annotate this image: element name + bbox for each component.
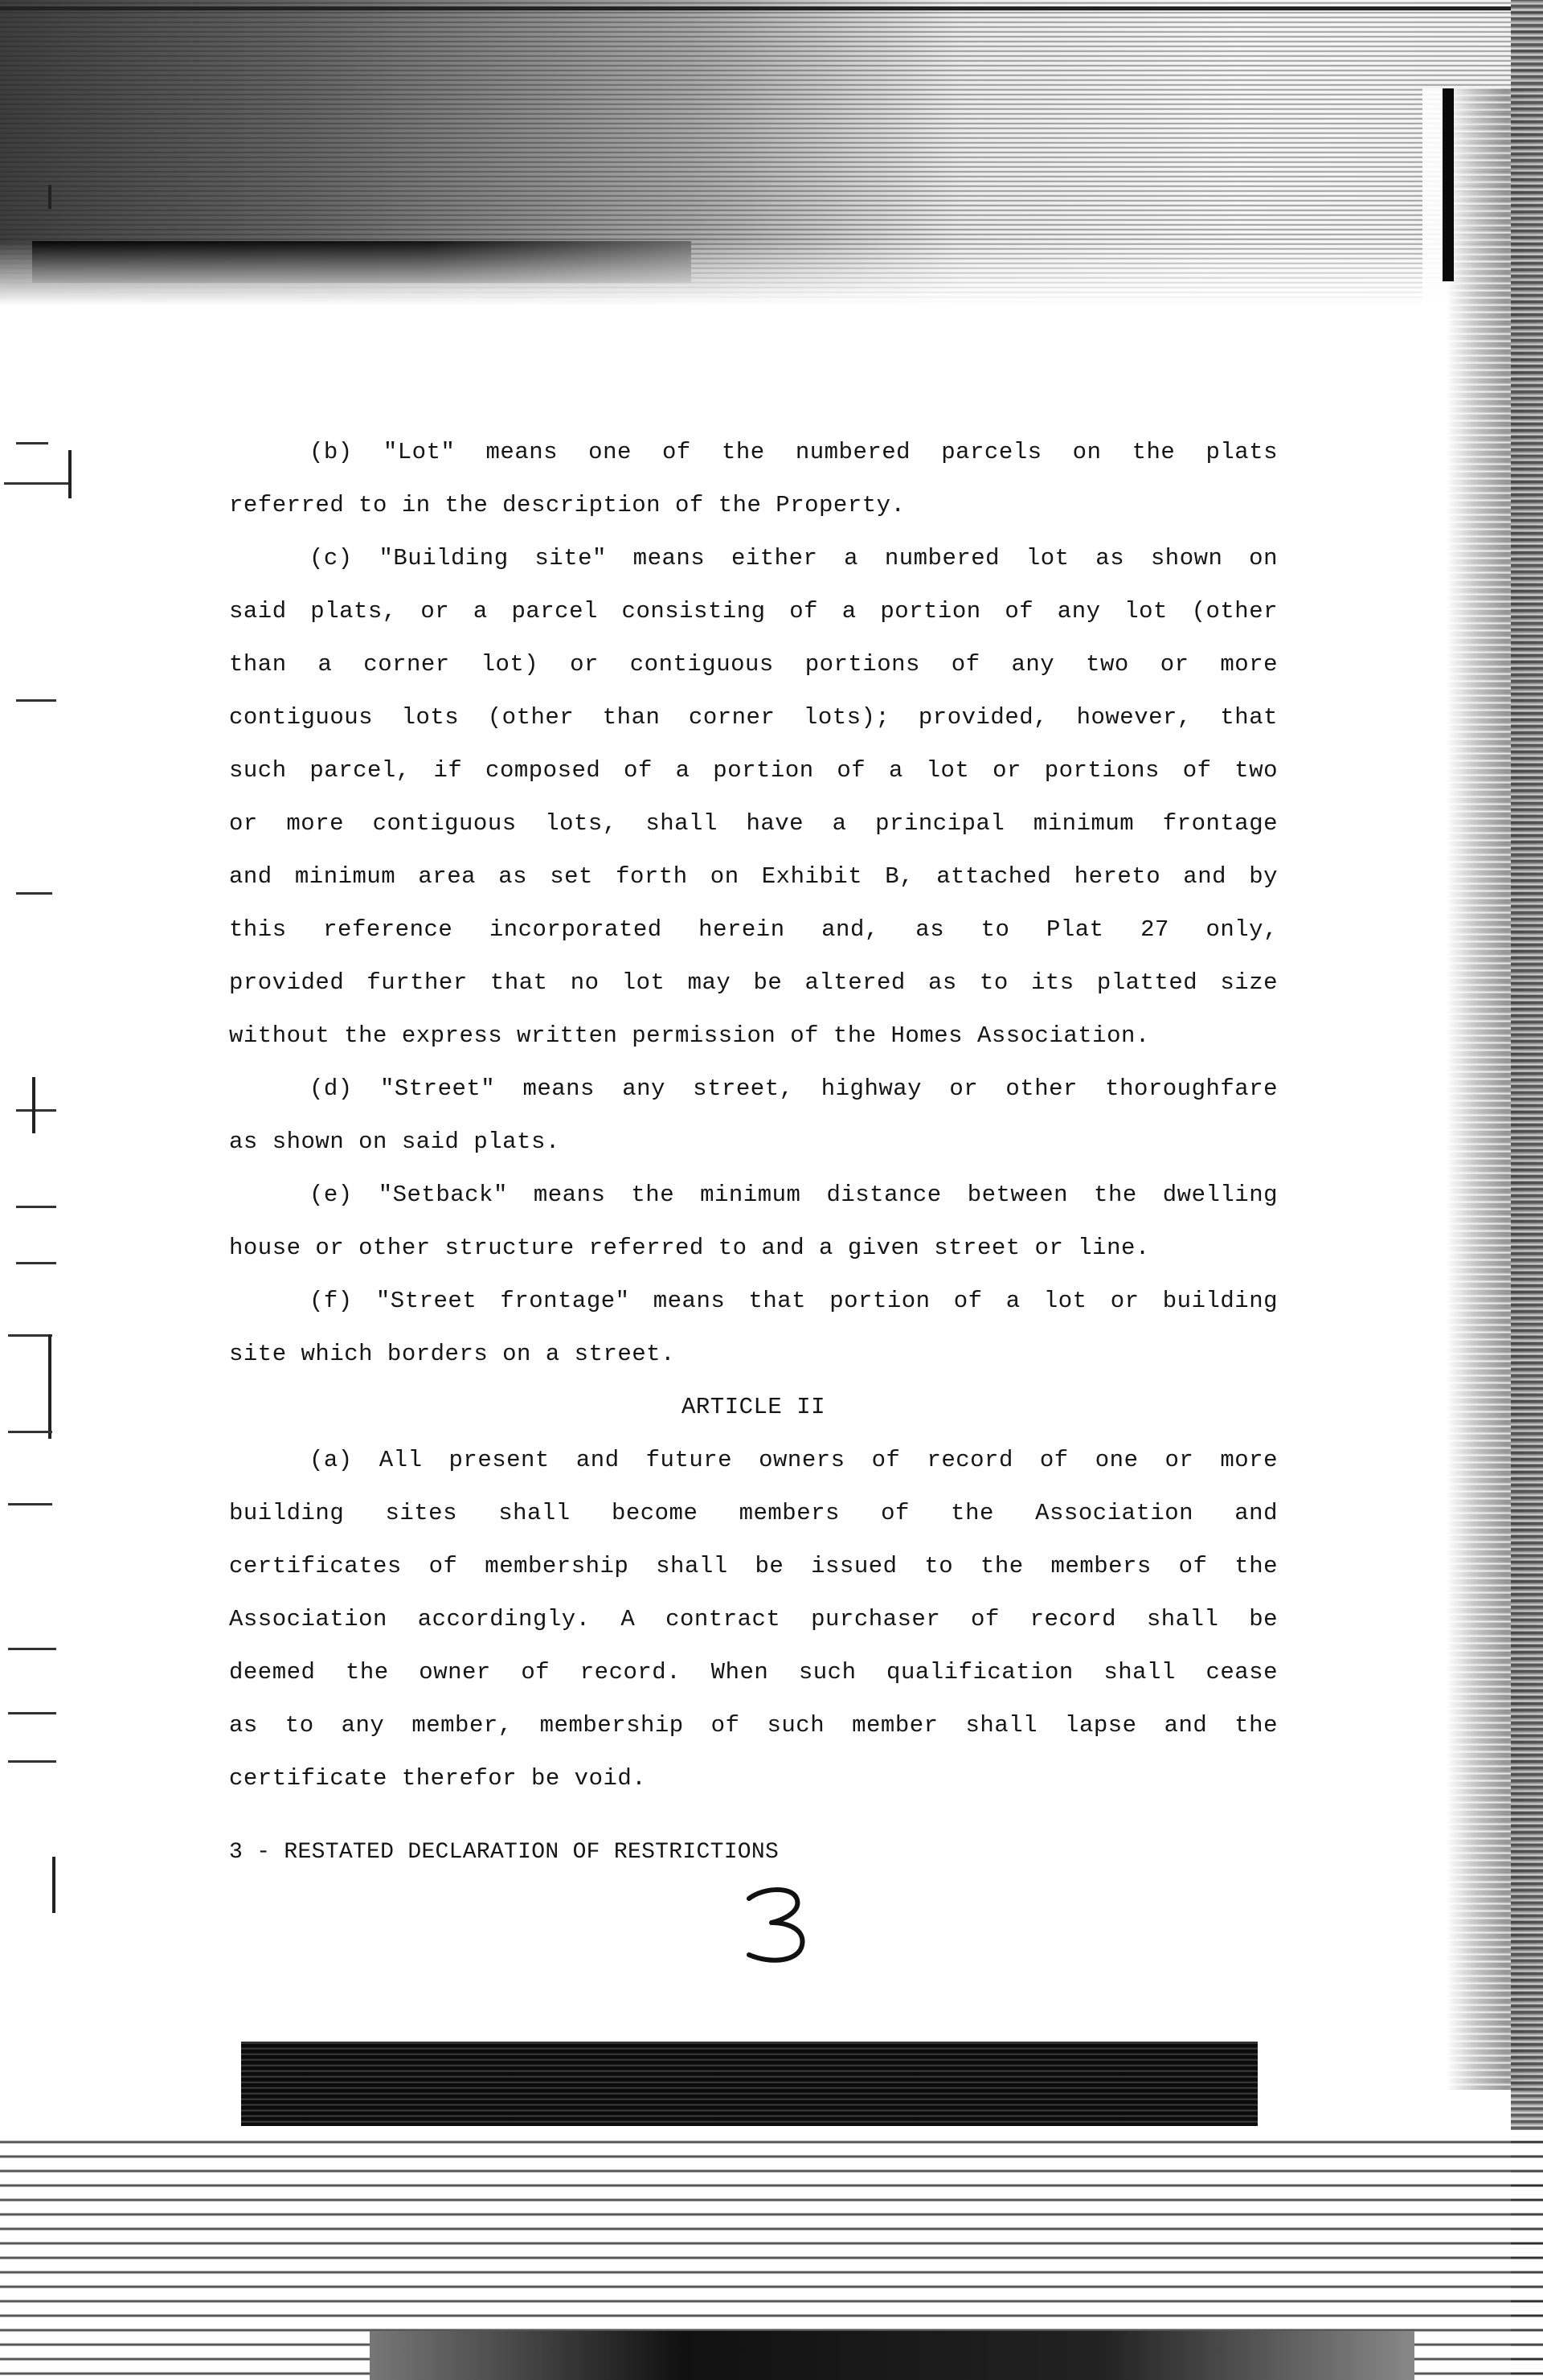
handwritten-page-number	[731, 1881, 828, 1969]
scan-mark	[48, 1334, 51, 1439]
text-line: than a corner lot) or contiguous portions of any two or more	[229, 651, 1278, 678]
text-line: or more contiguous lots, shall have a principal minimum frontage	[229, 810, 1278, 837]
scan-mark	[8, 1431, 52, 1433]
text-line: (f) "Street frontage" means that portion of a lot or building	[309, 1288, 1278, 1314]
scan-left-margin-marks	[0, 185, 88, 1913]
scan-mark	[16, 892, 52, 895]
text-line: such parcel, if composed of a portion of a lot or portions of two	[229, 757, 1278, 784]
text-line: (a) All present and future owners of record of one or more	[309, 1447, 1278, 1473]
text-line: said plats, or a parcel consisting of a portion of any lot (other	[229, 598, 1278, 625]
text-line: as shown on said plats.	[229, 1129, 560, 1155]
scan-mark	[16, 699, 56, 702]
scan-right-edge	[1511, 0, 1543, 2380]
text-line: without the express written permission of the Homes Association.	[229, 1022, 1150, 1049]
scan-right-black-bar	[1443, 88, 1454, 281]
text-line: house or other structure referred to and a given street or line.	[229, 1235, 1150, 1261]
scan-mark	[8, 1760, 56, 1763]
text-line: certificates of membership shall be issued to the members of the	[229, 1553, 1278, 1579]
text-line: building sites shall become members of the Association and	[229, 1500, 1278, 1526]
text-line: (e) "Setback" means the minimum distance between the dwelling	[309, 1182, 1278, 1208]
scan-mark	[16, 1109, 56, 1112]
scan-top-fade	[0, 241, 1543, 305]
scan-mark	[8, 1503, 52, 1505]
scan-mark	[68, 450, 72, 498]
scan-mark	[8, 1334, 52, 1337]
scan-mark	[16, 442, 48, 444]
text-line: this reference incorporated herein and, as to Plat 27 only,	[229, 916, 1278, 943]
text-line: certificate therefor be void.	[229, 1765, 647, 1792]
text-line: deemed the owner of record. When such qualification shall cease	[229, 1659, 1278, 1686]
scan-mark	[16, 1206, 56, 1208]
scan-top-rule	[0, 6, 1511, 10]
scan-mark	[48, 185, 51, 209]
scan-mark	[8, 1648, 56, 1650]
text-line: (c) "Building site" means either a numbered lot as shown on	[309, 545, 1278, 571]
text-line: (d) "Street" means any street, highway or other thoroughfare	[309, 1075, 1278, 1102]
text-line: provided further that no lot may be altered as to its platted size	[229, 969, 1278, 996]
text-line: contiguous lots (other than corner lots); provided, however, that	[229, 704, 1278, 731]
text-line: as to any member, membership of such member shall lapse and the	[229, 1712, 1278, 1739]
scan-bottom-black-bar	[241, 2042, 1258, 2126]
text-line: site which borders on a street.	[229, 1341, 675, 1367]
text-line: and minimum area as set forth on Exhibit B, attached hereto and by	[229, 863, 1278, 890]
text-line: Association accordingly. A contract purchaser of record shall be	[229, 1606, 1278, 1632]
page-footer: 3 - RESTATED DECLARATION OF RESTRICTIONS	[229, 1840, 780, 1865]
text-line: referred to in the description of the Property.	[229, 492, 906, 518]
scan-mark	[52, 1857, 55, 1913]
scan-mark	[8, 1712, 56, 1714]
scan-mark	[4, 482, 68, 485]
scan-mark	[32, 1077, 35, 1133]
scan-mark	[16, 1262, 56, 1264]
article-heading: ARTICLE II	[681, 1394, 826, 1420]
text-line: (b) "Lot" means one of the numbered parcels on the plats	[309, 439, 1278, 465]
scan-bottom-dark-band	[370, 2331, 1414, 2380]
